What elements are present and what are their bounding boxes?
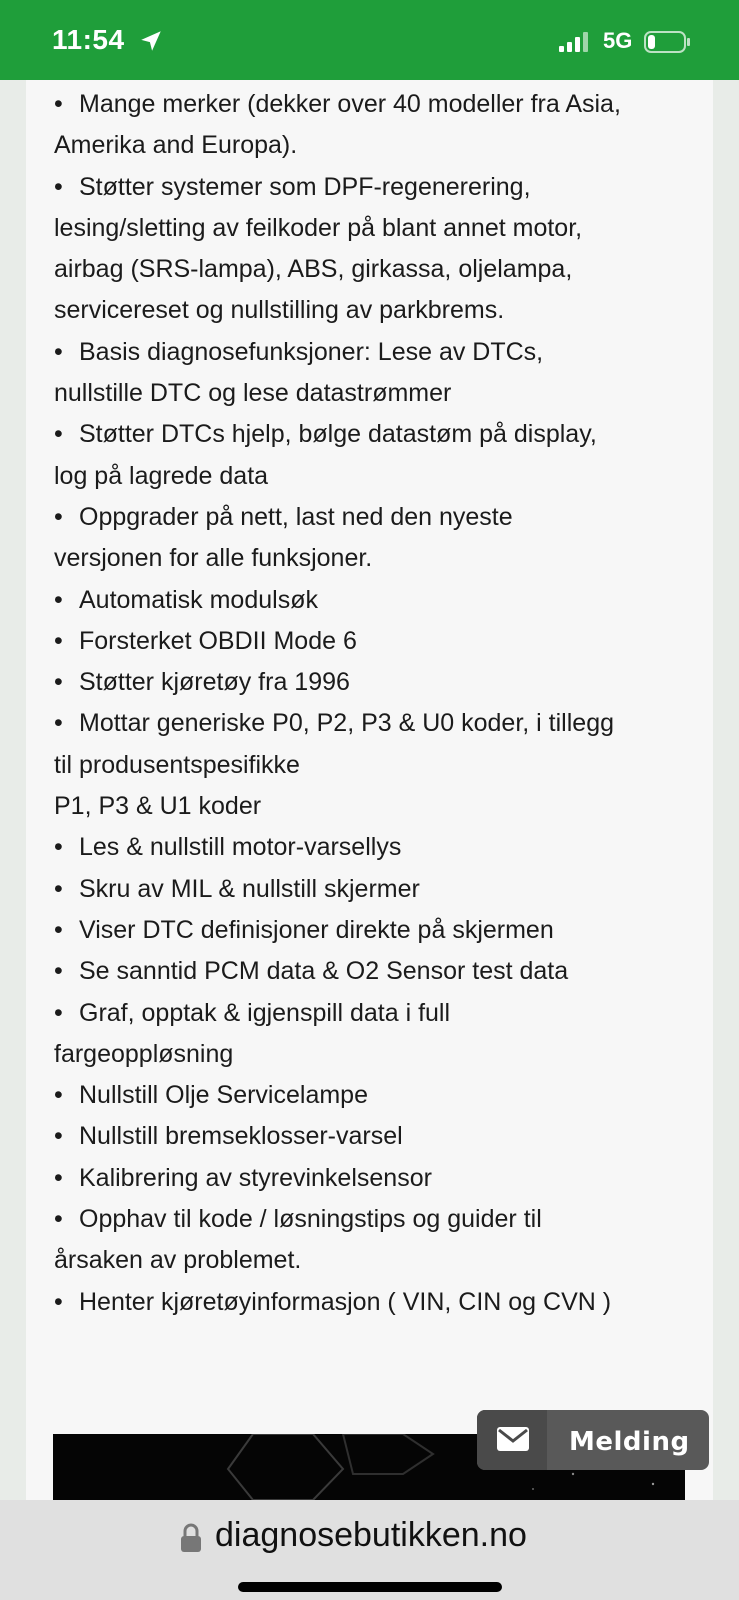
feature-text: Støtter kjøretøy fra 1996 <box>79 668 350 697</box>
message-button-label: Melding <box>569 1427 690 1457</box>
feature-text: Graf, opptak & igjenspill data i full <box>79 998 451 1027</box>
feature-line <box>54 456 704 497</box>
bullet-icon: • <box>54 874 63 903</box>
feature-text: Mottar generiske P0, P2, P3 & U0 koder, i tillegg <box>79 709 614 738</box>
feature-line <box>54 993 704 1034</box>
feature-text: Viser DTC definisjoner direkte på skjermen <box>79 915 554 944</box>
feature-text: Opphav til kode / løsningstips og guider til <box>79 1205 542 1234</box>
feature-list <box>54 84 704 1323</box>
feature-text: P1, P3 & U1 koder <box>54 792 262 821</box>
feature-line <box>54 786 704 827</box>
feature-line <box>54 538 704 579</box>
feature-line <box>54 1075 704 1116</box>
location-arrow-icon <box>138 28 164 54</box>
feature-text: Kalibrering av styrevinkelsensor <box>79 1163 432 1192</box>
network-label: 5G <box>603 28 633 53</box>
feature-line <box>54 167 704 208</box>
bullet-icon: • <box>54 1081 63 1110</box>
feature-line <box>54 869 704 910</box>
feature-line <box>54 414 704 455</box>
mail-icon <box>497 1427 529 1451</box>
feature-line <box>54 745 704 786</box>
bullet-icon: • <box>54 90 63 118</box>
signal-icon <box>559 32 589 52</box>
feature-text: Nullstill bremseklosser-varsel <box>79 1122 403 1151</box>
message-icon-box <box>477 1410 547 1470</box>
battery-icon <box>644 30 692 54</box>
bullet-icon: • <box>54 1163 63 1192</box>
feature-line <box>54 125 704 166</box>
feature-line <box>54 84 704 125</box>
product-description <box>26 80 713 1500</box>
bullet-icon: • <box>54 420 63 449</box>
bullet-icon: • <box>54 709 63 738</box>
feature-line <box>54 1116 704 1157</box>
feature-line <box>54 497 704 538</box>
page-margin-left <box>0 80 26 1500</box>
feature-text: lesing/sletting av feilkoder på blant annet motor, <box>54 213 583 242</box>
feature-text: Støtter DTCs hjelp, bølge datastøm på display, <box>79 420 597 449</box>
feature-text: servicereset og nullstilling av parkbrems. <box>54 296 505 325</box>
feature-line <box>54 910 704 951</box>
feature-line <box>54 1240 704 1281</box>
feature-text: Nullstill Olje Servicelampe <box>79 1081 368 1110</box>
bullet-icon: • <box>54 1205 63 1234</box>
bullet-icon: • <box>54 957 63 986</box>
feature-text: Skru av MIL & nullstill skjermer <box>79 874 420 903</box>
page-margin-right <box>713 80 739 1500</box>
feature-line <box>54 621 704 662</box>
feature-line <box>54 1034 704 1075</box>
feature-text: Mange merker (dekker over 40 modeller fra Asia, <box>79 90 621 118</box>
feature-text: versjonen for alle funksjoner. <box>54 544 373 573</box>
bullet-icon: • <box>54 668 63 697</box>
feature-text: Basis diagnosefunksjoner: Lese av DTCs, <box>79 337 544 366</box>
feature-line <box>54 951 704 992</box>
feature-text: Amerika and Europa). <box>54 131 298 160</box>
feature-text: Forsterket OBDII Mode 6 <box>79 626 357 655</box>
url-text[interactable]: diagnosebutikken.no <box>215 1516 527 1554</box>
bullet-icon: • <box>54 833 63 862</box>
bullet-icon: • <box>54 998 63 1027</box>
feature-line <box>54 1158 704 1199</box>
feature-line <box>54 208 704 249</box>
feature-line <box>54 1199 704 1240</box>
bullet-icon: • <box>54 915 63 944</box>
feature-line <box>54 373 704 414</box>
feature-line <box>54 1282 704 1323</box>
feature-text: Henter kjøretøyinformasjon ( VIN, CIN og CVN ) <box>79 1287 612 1316</box>
feature-line <box>54 290 704 331</box>
status-time: 11:54 <box>52 24 125 55</box>
status-bar <box>0 0 739 80</box>
feature-line <box>54 249 704 290</box>
home-indicator[interactable] <box>238 1582 502 1592</box>
feature-line <box>54 827 704 868</box>
feature-text: airbag (SRS-lampa), ABS, girkassa, oljelampa, <box>54 255 573 284</box>
feature-text: fargeoppløsning <box>54 1039 234 1068</box>
message-button[interactable] <box>477 1410 709 1470</box>
feature-text: Se sanntid PCM data & O2 Sensor test data <box>79 957 569 986</box>
bullet-icon: • <box>54 1122 63 1151</box>
feature-text: årsaken av problemet. <box>54 1246 302 1275</box>
feature-text: Les & nullstill motor-varsellys <box>79 833 402 862</box>
bullet-icon: • <box>54 1287 63 1316</box>
bullet-icon: • <box>54 626 63 655</box>
feature-text: Støtter systemer som DPF-regenerering, <box>79 172 531 201</box>
browser-url-bar[interactable] <box>0 1500 739 1600</box>
bullet-icon: • <box>54 337 63 366</box>
feature-line <box>54 332 704 373</box>
feature-text: log på lagrede data <box>54 461 269 490</box>
bullet-icon: • <box>54 502 63 531</box>
feature-line <box>54 662 704 703</box>
bullet-icon: • <box>54 585 63 614</box>
feature-text: nullstille DTC og lese datastrømmer <box>54 379 452 408</box>
feature-text: Oppgrader på nett, last ned den nyeste <box>79 502 513 531</box>
bullet-icon: • <box>54 172 63 201</box>
feature-line <box>54 703 704 744</box>
lock-icon <box>180 1523 202 1553</box>
feature-text: Automatisk modulsøk <box>79 585 318 614</box>
feature-text: til produsentspesifikke <box>54 750 300 779</box>
feature-line <box>54 580 704 621</box>
